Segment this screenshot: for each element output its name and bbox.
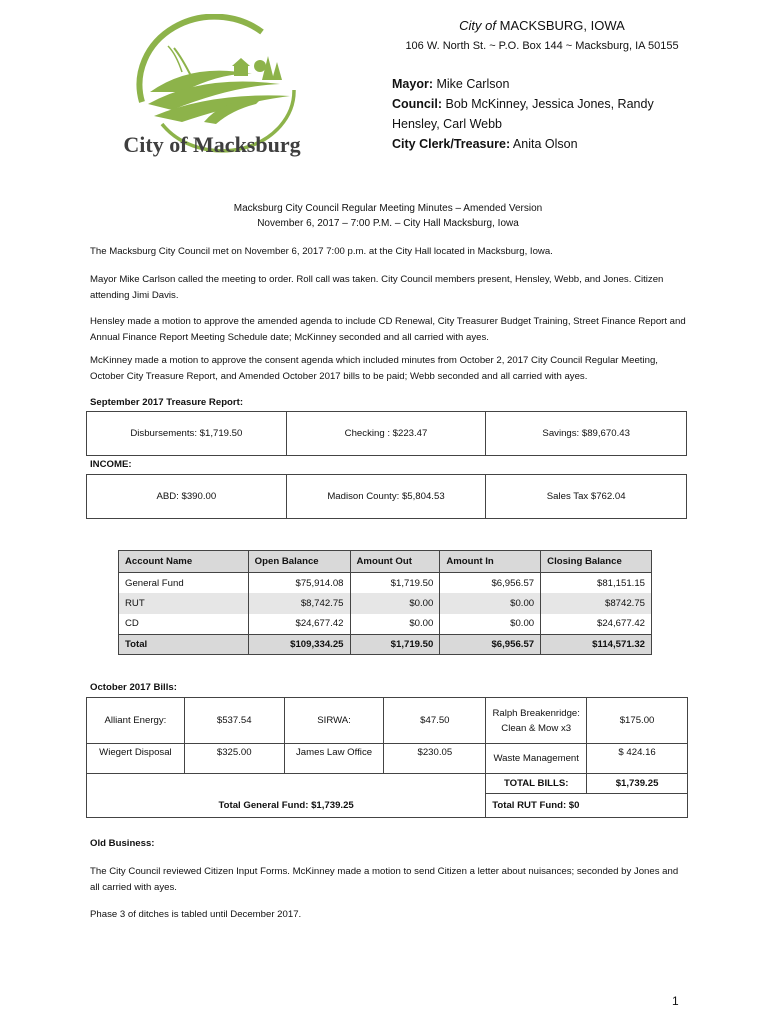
mayor-label: Mayor: (392, 77, 433, 91)
amount-out: $0.00 (350, 614, 440, 635)
paragraph-consent-motion: McKinney made a motion to approve the consent agenda which included minutes from October 2, 2017 City Council Regular Meeting, October City Treasure Report, and Amended October 2017 bills to be paid; Webb seconded and all carried with ayes. (90, 355, 658, 382)
closing-balance: $81,151.15 (541, 573, 652, 594)
amount-in: $6,956.57 (440, 573, 541, 594)
sirwa-amount: $47.50 (384, 698, 486, 744)
city-name: MACKSBURG, IOWA (499, 18, 625, 33)
header-amount-in: Amount In (440, 551, 541, 573)
header-closing-balance: Closing Balance (541, 551, 652, 573)
paragraph-meeting-location: The Macksburg City Council met on November 6, 2017 7:00 p.m. at the City Hall located in Macksburg, Iowa. (90, 246, 553, 257)
account-name: General Fund (119, 573, 249, 594)
city-prefix: City of (459, 18, 496, 33)
table-row (87, 774, 688, 794)
old-business-label: Old Business: (90, 838, 155, 849)
account-name: RUT (119, 593, 249, 614)
account-balance-table (118, 550, 652, 655)
table-row (87, 794, 688, 818)
open-balance: $24,677.42 (248, 614, 350, 635)
total-open-balance: $109,334.25 (248, 634, 350, 655)
clerk-label: City Clerk/Treasure: (392, 137, 511, 151)
total-bills-label: TOTAL BILLS: (486, 774, 587, 794)
paragraph-citizen-input: The City Council reviewed Citizen Input Forms. McKinney made a motion to send Citizen a letter about nuisances; seconded by Jones and all carried with ayes. (90, 866, 679, 893)
abd-cell: ABD: $390.00 (87, 475, 287, 519)
total-label: Total (119, 634, 249, 655)
mayor-value: Mike Carlson (436, 77, 510, 91)
total-rut-fund: Total RUT Fund: $0 (486, 794, 688, 818)
page-number: 1 (672, 994, 679, 1008)
total-bills-amount: $1,739.25 (587, 774, 688, 794)
mayor-line (392, 74, 672, 94)
paragraph-agenda-motion: Hensley made a motion to approve the amended agenda to include CD Renewal, City Treasurer Budget Training, Street Finance Report and Annual Finance Report Meeting Schedule date; McKinney seconded and all carried with ayes. (90, 316, 686, 343)
treasure-report-table (86, 411, 687, 456)
account-name: CD (119, 614, 249, 635)
treasure-report-label: September 2017 Treasure Report: (90, 397, 244, 408)
ralph-name: Ralph Breakenridge: Clean & Mow x3 (486, 698, 587, 744)
logo-text: City of Macksburg (123, 132, 301, 157)
open-balance: $75,914.08 (248, 573, 350, 594)
savings-cell: Savings: $89,670.43 (486, 412, 687, 456)
alliant-amount: $537.54 (184, 698, 284, 744)
wiegert-name: Wiegert Disposal (87, 744, 185, 774)
income-label: INCOME: (90, 459, 132, 470)
city-logo (112, 14, 312, 164)
waste-amount: $ 424.16 (587, 744, 688, 774)
checking-cell: Checking : $223.47 (286, 412, 486, 456)
council-value: Bob McKinney, Jessica Jones, Randy Hensley, Carl Webb (392, 97, 654, 131)
council-label: Council: (392, 97, 442, 111)
council-line (392, 94, 672, 134)
account-header-row (119, 551, 652, 573)
sales-tax-cell: Sales Tax $762.04 (486, 475, 687, 519)
header-open-balance: Open Balance (248, 551, 350, 573)
income-table (86, 474, 687, 519)
madison-county-cell: Madison County: $5,804.53 (286, 475, 486, 519)
open-balance: $8,742.75 (248, 593, 350, 614)
bills-empty-cell (87, 774, 486, 794)
clerk-line (392, 134, 672, 154)
city-logo-graphic (112, 14, 312, 164)
closing-balance: $8742.75 (541, 593, 652, 614)
amount-in: $0.00 (440, 593, 541, 614)
waste-name: Waste Management (486, 744, 587, 774)
amount-out: $0.00 (350, 593, 440, 614)
sirwa-name: SIRWA: (284, 698, 384, 744)
paragraph-roll-call: Mayor Mike Carlson called the meeting to order. Roll call was taken. City Council members present, Hensley, Webb, and Jones. Citizen attending Jimi Davis. (90, 274, 664, 301)
total-amount-in: $6,956.57 (440, 634, 541, 655)
city-heading (392, 18, 692, 33)
bills-label: October 2017 Bills: (90, 682, 177, 693)
table-row (119, 614, 652, 635)
amount-in: $0.00 (440, 614, 541, 635)
city-address: 106 W. North St. ~ P.O. Box 144 ~ Macksburg, IA 50155 (405, 40, 679, 52)
title-line-1: Macksburg City Council Regular Meeting Minutes – Amended Version (233, 203, 543, 214)
total-general-fund: Total General Fund: $1,739.25 (87, 794, 486, 818)
total-closing-balance: $114,571.32 (541, 634, 652, 655)
james-amount: $230.05 (384, 744, 486, 774)
closing-balance: $24,677.42 (541, 614, 652, 635)
wiegert-amount: $325.00 (184, 744, 284, 774)
ralph-amount: $175.00 (587, 698, 688, 744)
total-amount-out: $1,719.50 (350, 634, 440, 655)
header-account-name: Account Name (119, 551, 249, 573)
bills-table (86, 697, 688, 818)
paragraph-ditches: Phase 3 of ditches is tabled until December 2017. (90, 909, 302, 920)
disbursements-cell: Disbursements: $1,719.50 (87, 412, 287, 456)
title-line-2: November 6, 2017 – 7:00 P.M. – City Hall Macksburg, Iowa (257, 218, 519, 229)
table-row (87, 744, 688, 774)
table-row (119, 593, 652, 614)
amount-out: $1,719.50 (350, 573, 440, 594)
james-name: James Law Office (284, 744, 384, 774)
minutes-title (90, 201, 686, 231)
clerk-value: Anita Olson (512, 137, 578, 151)
header-amount-out: Amount Out (350, 551, 440, 573)
officials-block (392, 74, 672, 154)
total-row (119, 634, 652, 655)
table-row (119, 573, 652, 594)
table-row (87, 698, 688, 744)
alliant-name: Alliant Energy: (87, 698, 185, 744)
